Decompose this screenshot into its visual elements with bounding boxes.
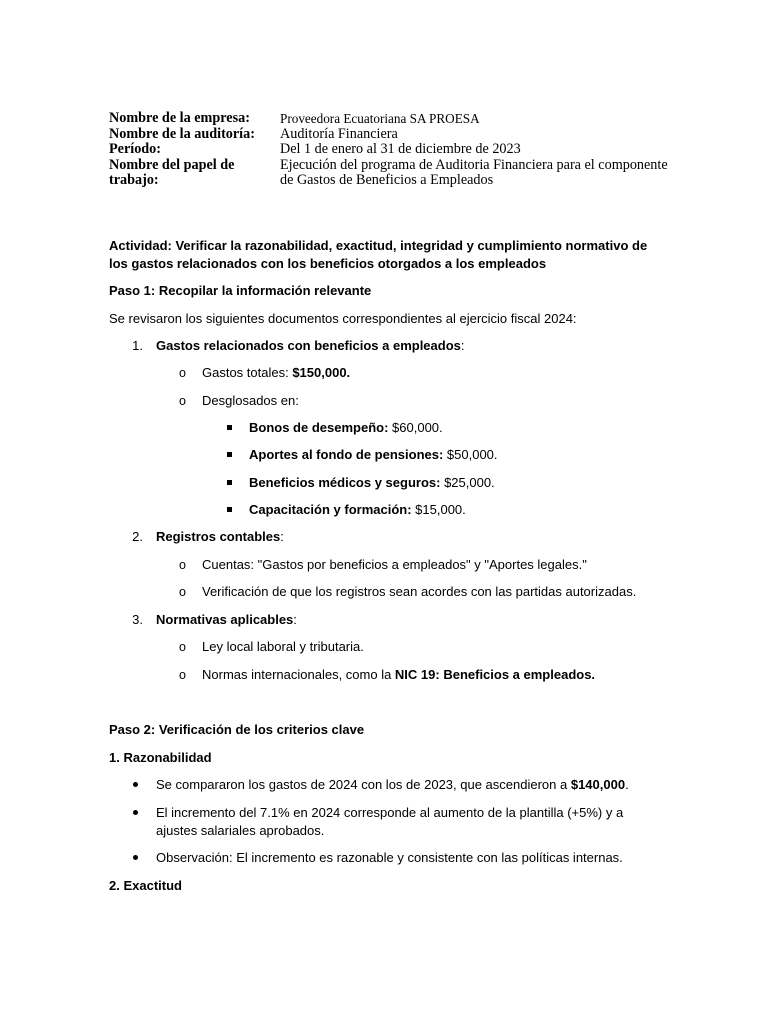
square-bullet-icon [227,452,232,457]
bullet-item: Observación: El incremento es razonable y consistente con las políticas internas. [156,850,623,865]
breakdown-value: $50,000. [443,447,498,462]
breakdown-label: Beneficios médicos y seguros: [249,475,441,490]
breakdown-item [249,474,495,492]
item-colon: : [460,338,465,353]
item-colon: : [280,529,284,544]
step1-intro: Se revisaron los siguientes documentos correspondientes al ejercicio fiscal 2024: [109,311,577,326]
circle-bullet-icon: o [179,366,186,380]
circle-bullet-icon: o [179,558,186,572]
bullet-bold: $140,000 [570,777,626,792]
header-label: Nombre del papel de trabajo: [109,156,235,189]
step2-title: Paso 2: Verificación de los criterios clave [109,722,365,737]
item-title: Registros contables [156,529,281,544]
bullet-text: Se compararon los gastos de 2024 con los de 2023, que ascendieron a [156,777,571,792]
circle-bullet-icon: o [179,394,186,408]
item-title: Normativas aplicables [156,612,294,627]
list-item-title [156,528,284,546]
circle-bullet-icon: o [179,668,186,682]
sub-list-item: Cuentas: "Gastos por beneficios a empleados" y "Aportes legales." [202,557,587,572]
header-value: Ejecución del programa de Auditoria Financiera para el componente de Gastos de Beneficios a Empleados [280,156,668,189]
breakdown-value: $15,000. [411,502,466,517]
breakdown-label: Bonos de desempeño: [249,420,389,435]
step1-title: Paso 1: Recopilar la información relevante [109,283,372,298]
header-value: Auditoría Financiera [280,125,398,142]
item-colon: : [293,612,297,627]
header-row-audit [109,127,669,143]
breakdown-item [249,419,443,437]
breakdown-label: Capacitación y formación: [249,502,412,517]
square-bullet-icon [227,480,232,485]
header-row-company [109,111,669,127]
sub-list-item: Ley local laboral y tributaria. [202,639,364,654]
list-number: 3. [132,612,143,627]
header-row-period [109,142,669,158]
round-bullet-icon [133,782,138,787]
header-row-workpaper [109,158,669,189]
circle-bullet-icon: o [179,585,186,599]
header-label: Período: [109,141,162,158]
list-number: 2. [132,529,143,544]
list-item-title [156,337,465,355]
bullet-after: . [625,777,629,792]
sub-list-item [202,666,595,684]
header-label: Nombre de la auditoría: [109,125,255,142]
square-bullet-icon [227,425,232,430]
breakdown-value: $60,000. [388,420,443,435]
bullet-item [156,776,629,794]
bullet-item: El incremento del 7.1% en 2024 corresponde al aumento de la plantilla (+5%) y a ajustes salariales aprobados. [156,805,624,838]
sub-item-text: Normas internacionales, como la [202,667,395,682]
sub-item-bold: NIC 19: Beneficios a empleados. [394,667,596,682]
section-title-razonabilidad: 1. Razonabilidad [109,750,212,765]
list-item-title [156,611,297,629]
breakdown-item [249,446,498,464]
header-value: Proveedora Ecuatoriana SA PROESA [280,111,480,126]
list-number: 1. [132,338,143,353]
breakdown-label: Aportes al fondo de pensiones: [249,447,444,462]
sub-list-item: Desglosados en: [202,393,299,408]
sub-item-text: Gastos totales: [202,365,293,380]
sub-item-bold: $150,000. [292,365,351,380]
round-bullet-icon [133,810,138,815]
activity-heading: Actividad: Verificar la razonabilidad, exactitud, integridad y cumplimiento normativo de los gastos relacionados con los beneficios otorgados a los empleados [109,238,648,271]
circle-bullet-icon: o [179,640,186,654]
header-label: Nombre de la empresa: [109,110,250,126]
breakdown-item [249,501,466,519]
sub-list-item [202,364,350,382]
document-header [109,111,669,189]
item-title: Gastos relacionados con beneficios a empleados [156,338,461,353]
section-title-exactitud: 2. Exactitud [109,878,182,893]
breakdown-value: $25,000. [440,475,495,490]
sub-list-item: Verificación de que los registros sean acordes con las partidas autorizadas. [202,584,637,599]
header-value: Del 1 de enero al 31 de diciembre de 2023 [280,141,521,158]
square-bullet-icon [227,507,232,512]
round-bullet-icon [133,855,138,860]
